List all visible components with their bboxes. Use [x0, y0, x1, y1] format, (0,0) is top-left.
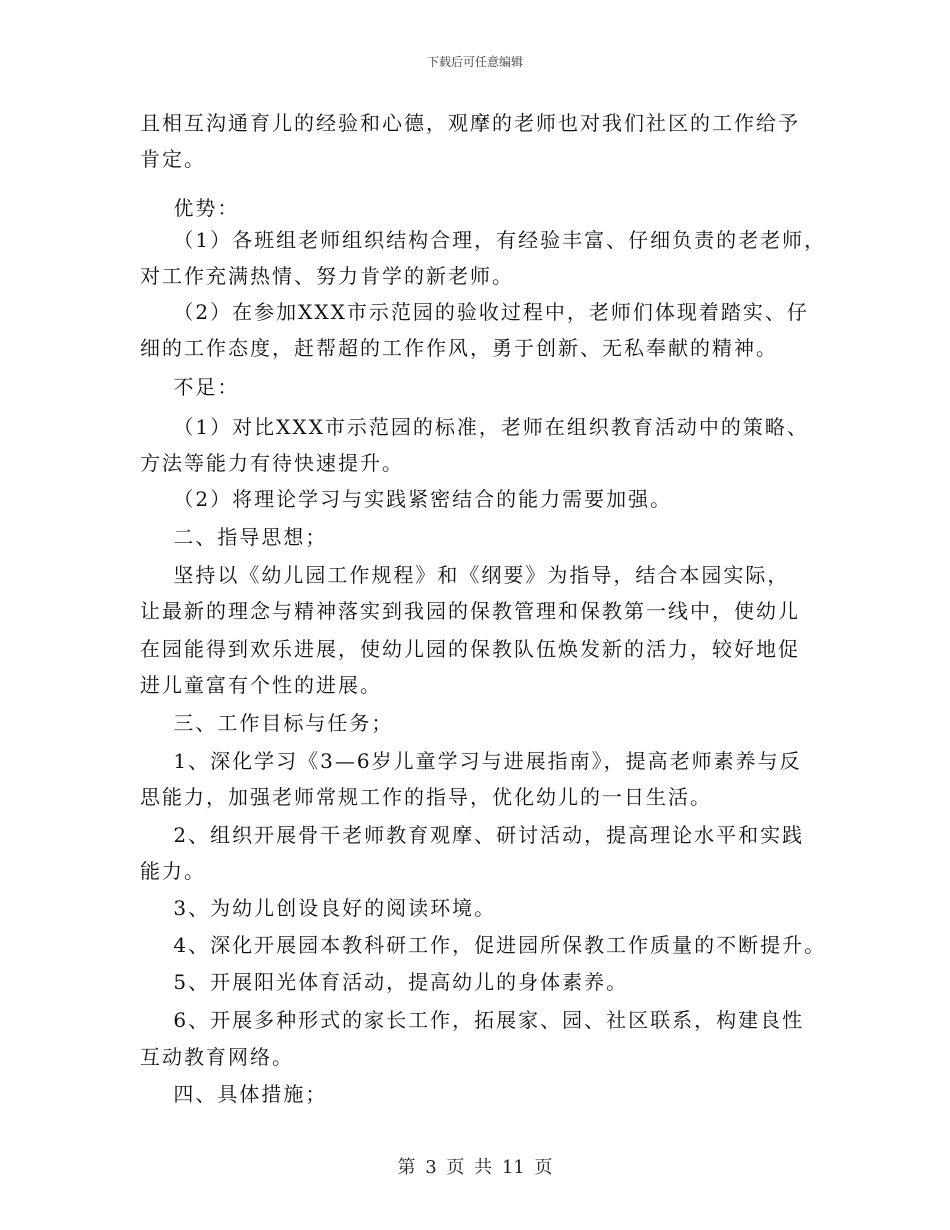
page-number-footer: 第 3 页 共 11 页 — [397, 1157, 553, 1178]
text-line: 二、指导思想； — [140, 525, 328, 549]
text-line: （1）对比XXX市示范园的标准，老师在组织教育活动中的策略、 — [140, 415, 809, 439]
text-line: 不足： — [140, 375, 240, 399]
text-line: 4、深化开展园本教科研工作，促进园所保教工作质量的不断提升。 — [140, 933, 827, 957]
text-line: （2）将理论学习与实践紧密结合的能力需要加强。 — [140, 487, 673, 511]
text-line: 且相互沟通育儿的经验和心德，观摩的老师也对我们社区的工作给予 — [140, 111, 800, 135]
text-line: （2）在参加XXX市示范园的验收过程中，老师们体现着踏实、仔 — [140, 300, 809, 324]
text-line: 1、深化学习《3—6岁儿童学习与进展指南》，提高老师素养与反 — [140, 749, 802, 773]
text-line: 让最新的理念与精神落实到我园的保教管理和保教第一线中，使幼儿 — [140, 599, 800, 623]
text-line: 方法等能力有待快速提升。 — [140, 451, 404, 475]
text-line: 坚持以《幼儿园工作规程》和《纲要》为指导，结合本园实际， — [140, 563, 790, 587]
text-line: （1）各班组老师组织结构合理，有经验丰富、仔细负责的老老师， — [140, 228, 827, 252]
text-line: 在园能得到欢乐进展，使幼儿园的保教队伍焕发新的活力，较好地促 — [140, 637, 800, 661]
text-line: 2、组织开展骨干老师教育观摩、研讨活动，提高理论水平和实践 — [140, 823, 805, 847]
text-line: 6、开展多种形式的家长工作，拓展家、园、社区联系，构建良性 — [140, 1008, 805, 1032]
page-header-note: 下载后可任意编辑 — [426, 55, 523, 69]
text-line: 对工作充满热情、努力肯学的新老师。 — [140, 264, 514, 288]
text-line: 能力。 — [140, 859, 206, 883]
text-line: 5、开展阳光体育活动，提高幼儿的身体素养。 — [140, 970, 629, 994]
text-line: 优势： — [140, 196, 240, 220]
text-line: 互动教育网络。 — [140, 1045, 294, 1069]
text-line: 3、为幼儿创设良好的阅读环境。 — [140, 896, 497, 920]
text-line: 细的工作态度，赶帮超的工作作风，勇于创新、无私奉献的精神。 — [140, 336, 778, 360]
text-line: 三、工作目标与任务； — [140, 711, 394, 735]
text-line: 肯定。 — [140, 147, 206, 171]
text-line: 进儿童富有个性的进展。 — [140, 673, 382, 697]
text-line: 四、具体措施； — [140, 1082, 328, 1106]
text-line: 思能力，加强老师常规工作的指导，优化幼儿的一日生活。 — [140, 785, 712, 809]
